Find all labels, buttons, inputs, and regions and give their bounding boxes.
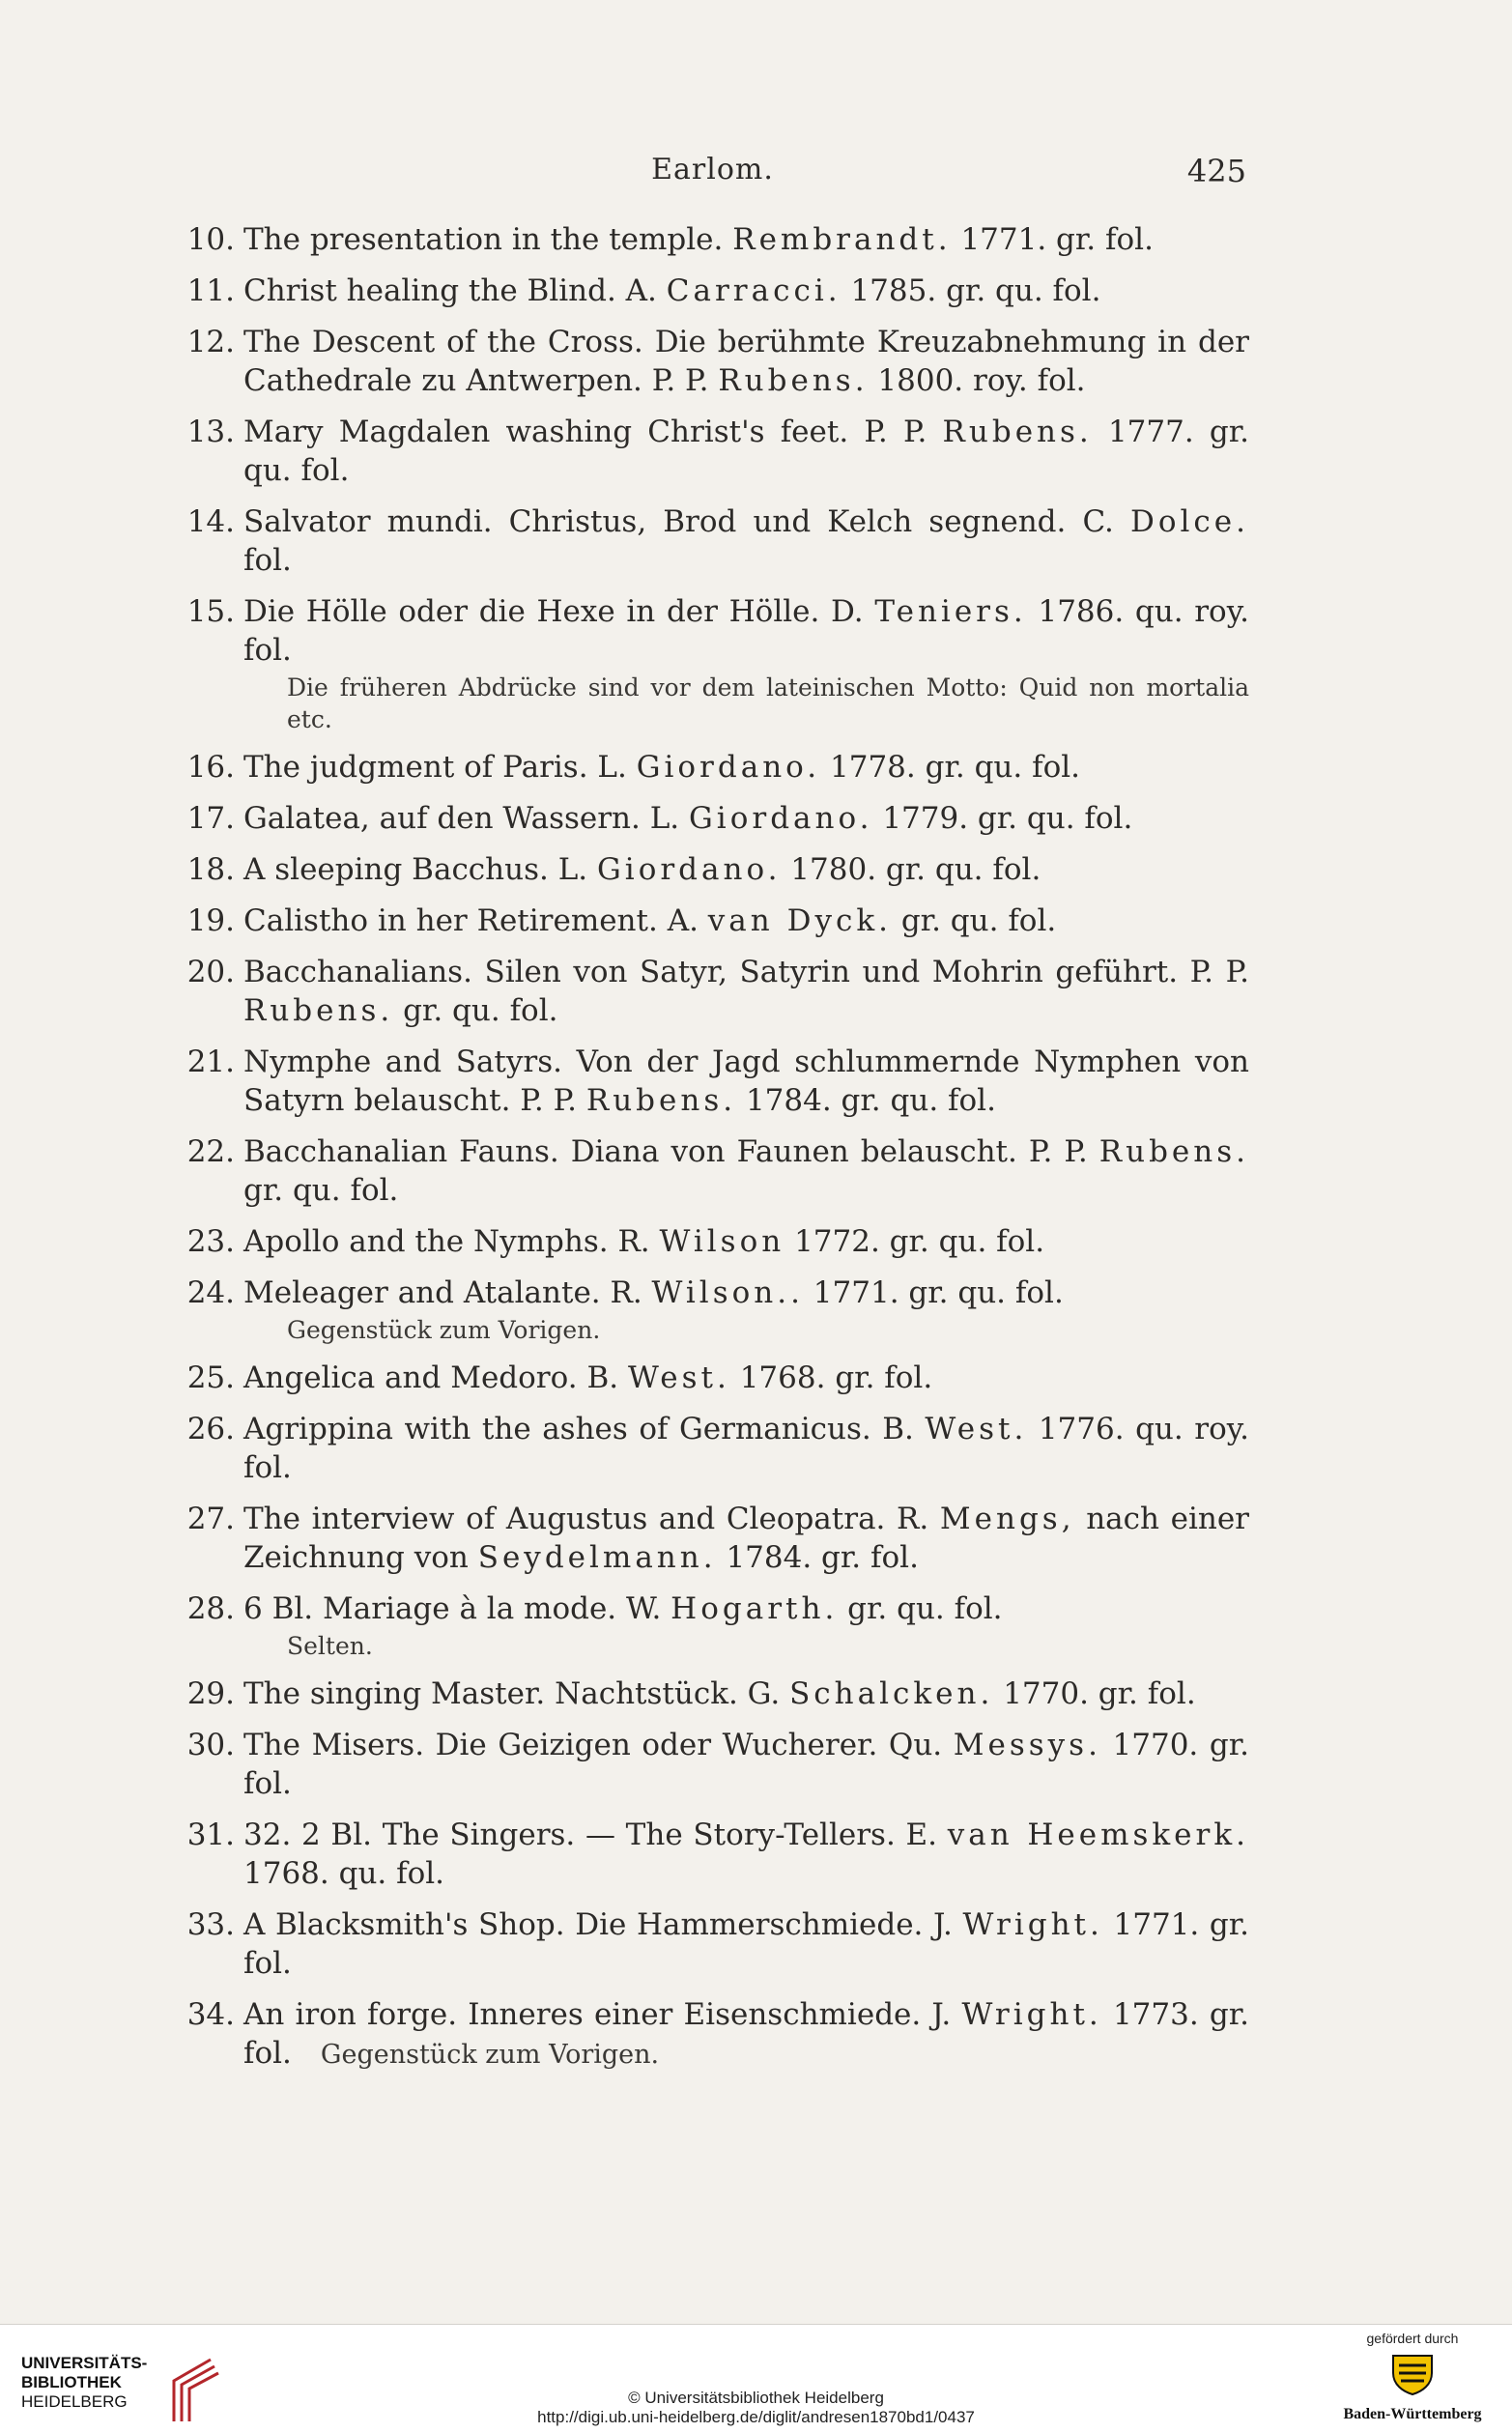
entry-text xyxy=(243,1591,1003,1626)
catalog-entry xyxy=(179,1905,1249,1983)
entry-number: 12. xyxy=(186,325,235,359)
catalog-entry xyxy=(179,1410,1249,1487)
entry-number: 15. xyxy=(186,594,235,629)
artist-name: Rubens. xyxy=(942,415,1093,449)
entry-text-segment: Agrippina with the ashes of Germanicus. B. xyxy=(243,1412,926,1446)
entry-text-segment: 1779. gr. qu. fol. xyxy=(872,801,1133,836)
entry-text-segment: Angelica and Medoro. B. xyxy=(243,1360,628,1395)
catalog-entry xyxy=(179,1674,1249,1713)
entry-number: 25. xyxy=(186,1360,235,1395)
catalog-entry xyxy=(179,413,1249,490)
entry-text-segment: Salvator mundi. Christus, Brod und Kelch segnend. C. xyxy=(243,504,1130,539)
entry-text xyxy=(243,1134,1249,1208)
entry-number: 16. xyxy=(186,750,235,785)
entry-text xyxy=(243,1360,932,1395)
entry-text xyxy=(243,955,1249,1028)
artist-name: Giordano. xyxy=(597,852,782,887)
entry-number: 26. xyxy=(186,1412,235,1446)
artist-name: Carracci. xyxy=(666,273,842,308)
funder-name: Baden-Württemberg xyxy=(1343,2406,1482,2422)
entry-text-segment: 1784. gr. qu. fol. xyxy=(736,1083,996,1118)
permalink[interactable]: http://digi.ub.uni-heidelberg.de/diglit/andresen1870bd1/0437 xyxy=(537,2408,975,2426)
entry-text-segment: 32. 2 Bl. The Singers. — The Story-Tellers. E. xyxy=(243,1818,948,1852)
catalog-entry xyxy=(179,220,1249,259)
entry-text-segment: Nymphe and Satyrs. Von der Jagd schlummernde Nymphen von Satyrn belauscht. P. P. xyxy=(243,1045,1249,1118)
artist-name: Messys. xyxy=(953,1728,1101,1762)
coat-of-arms-icon xyxy=(1387,2352,1438,2396)
entry-text xyxy=(243,504,1249,578)
entry-number: 30. xyxy=(186,1728,235,1762)
entry-text-segment: The singing Master. Nachtstück. G. xyxy=(243,1676,790,1711)
catalog-entry xyxy=(179,1359,1249,1397)
catalog-entry xyxy=(179,850,1249,889)
copyright-text: © Universitätsbibliothek Heidelberg xyxy=(628,2389,884,2407)
entry-note: Selten. xyxy=(287,1632,373,1660)
entry-text xyxy=(243,1676,1196,1711)
entry-note: Gegenstück zum Vorigen. xyxy=(287,1316,601,1344)
artist-name: Wilson.. xyxy=(651,1275,804,1310)
artist-name: West. xyxy=(627,1360,730,1395)
entry-text-segment: Bacchanalian Fauns. Diana von Faunen belauscht. P. P. xyxy=(243,1134,1099,1169)
entry-text-segment: 1770. gr. fol. xyxy=(243,1728,1249,1801)
catalog-entry xyxy=(179,272,1249,310)
entry-text-segment: The judgment of Paris. L. xyxy=(243,750,637,785)
entry-text xyxy=(243,222,1154,257)
catalog-entry xyxy=(179,1816,1249,1893)
funded-label: gefördert durch xyxy=(1366,2331,1459,2346)
entry-text-segment: Christ healing the Blind. A. xyxy=(243,273,667,308)
footer-bar xyxy=(0,2324,1512,2433)
artist-name: Mengs, xyxy=(939,1502,1075,1536)
entry-text-segment: A Blacksmith's Shop. Die Hammerschmiede. J. xyxy=(243,1907,963,1942)
entry-text-segment: 1800. roy. fol. xyxy=(868,363,1086,398)
entry-text-segment: Die Hölle oder die Hexe in der Hölle. D. xyxy=(243,594,875,629)
artist-name: van Heemskerk. xyxy=(947,1818,1249,1852)
running-title: Earlom. xyxy=(651,153,774,186)
artist-name: Rubens. xyxy=(243,993,394,1028)
entry-text-segment: 6 Bl. Mariage à la mode. W. xyxy=(243,1591,671,1626)
entry-text-segment: gr. qu. fol. xyxy=(243,1173,399,1208)
artist-name: Rubens. xyxy=(718,363,869,398)
entry-number: 24. xyxy=(186,1275,235,1310)
artist-name: Giordano. xyxy=(689,801,873,836)
entry-number: 34. xyxy=(186,1997,235,2032)
entry-number: 13. xyxy=(186,415,235,449)
entry-text xyxy=(243,1412,1249,1485)
artist-name: Wright. xyxy=(962,1907,1103,1942)
catalog-entry xyxy=(179,902,1249,940)
entry-number: 27. xyxy=(186,1502,235,1536)
entry-text xyxy=(243,1728,1249,1801)
entry-note: Die früheren Abdrücke sind vor dem lateinischen Motto: Quid non mortalia etc. xyxy=(287,673,1249,733)
artist-name: Wright. xyxy=(961,1997,1102,2032)
entry-number: 10. xyxy=(186,222,235,257)
artist-name: West. xyxy=(925,1412,1028,1446)
entry-text-segment: Bacchanalians. Silen von Satyr, Satyrin und Mohrin geführt. P. P. xyxy=(243,955,1249,989)
entry-text-segment: 1776. qu. roy. fol. xyxy=(243,1412,1249,1485)
catalog-entry xyxy=(179,1995,1249,2073)
entry-number: 29. xyxy=(186,1676,235,1711)
entry-text xyxy=(243,325,1249,398)
entry-text xyxy=(243,903,1056,938)
catalog-entry xyxy=(179,1726,1249,1803)
library-name: UNIVERSITÄTS- BIBLIOTHEK HEIDELBERG xyxy=(21,2354,148,2411)
entry-text-segment: 1786. qu. roy. fol. xyxy=(243,594,1249,668)
entry-text-segment: An iron forge. Inneres einer Eisenschmiede. J. xyxy=(243,1997,962,2032)
catalog-entry xyxy=(179,953,1249,1030)
catalog-entry xyxy=(179,1132,1249,1210)
entry-number: 17. xyxy=(186,801,235,836)
entry-text-segment: 1768. gr. fol. xyxy=(729,1360,933,1395)
entry-text xyxy=(243,1224,1044,1259)
artist-name: Rembrandt. xyxy=(732,222,952,257)
entry-number: 21. xyxy=(186,1045,235,1079)
entry-text-segment: 1778. gr. qu. fol. xyxy=(820,750,1080,785)
entry-number: 19. xyxy=(186,903,235,938)
entry-text-segment: 1771. gr. qu. fol. xyxy=(803,1275,1064,1310)
entry-text-segment: The Descent of the Cross. Die berühmte Kreuzabnehmung in der Cathedrale zu Antwerpen. P. P. xyxy=(243,325,1249,398)
entry-number: 33. xyxy=(186,1907,235,1942)
artist-name: Giordano. xyxy=(636,750,821,785)
catalog-entry xyxy=(179,592,1249,735)
entry-text xyxy=(243,273,1100,308)
catalog-entry xyxy=(179,748,1249,787)
entry-text-segment: 1785. gr. qu. fol. xyxy=(841,273,1101,308)
entry-text-segment: 1772. gr. qu. fol. xyxy=(785,1224,1045,1259)
entry-text-segment: A sleeping Bacchus. L. xyxy=(243,852,598,887)
copyright-block xyxy=(0,2389,1512,2427)
entry-number: 18. xyxy=(186,852,235,887)
artist-name: Rubens. xyxy=(1098,1134,1249,1169)
entry-text-segment: 1771. gr. fol. xyxy=(951,222,1154,257)
catalog-entry xyxy=(179,1043,1249,1120)
entry-text-segment: Mary Magdalen washing Christ's feet. P. P. xyxy=(243,415,943,449)
entry-text-segment: Apollo and the Nymphs. R. xyxy=(243,1224,660,1259)
catalog-entry xyxy=(179,1500,1249,1577)
entry-number: 28. xyxy=(186,1591,235,1626)
entry-text-segment: 1773. gr. fol. xyxy=(243,1997,1249,2071)
artist-name: Wilson xyxy=(659,1224,785,1259)
artist-name: Seydelmann. xyxy=(477,1540,717,1575)
entry-text xyxy=(243,1907,1249,1981)
entry-text-segment: Meleager and Atalante. R. xyxy=(243,1275,652,1310)
entry-text xyxy=(243,415,1249,488)
catalog-entry xyxy=(179,323,1249,400)
catalog-entries xyxy=(179,220,1249,2085)
entry-text-segment: 1780. gr. qu. fol. xyxy=(781,852,1041,887)
entry-text-segment: gr. qu. fol. xyxy=(393,993,558,1028)
entry-number: 14. xyxy=(186,504,235,539)
catalog-entry xyxy=(179,1589,1249,1662)
entry-text xyxy=(243,1045,1249,1118)
artist-name: Schalcken. xyxy=(789,1676,994,1711)
artist-name: Hogarth. xyxy=(670,1591,839,1626)
page-header xyxy=(179,153,1246,199)
catalog-entry xyxy=(179,799,1249,838)
entry-text-segment: Galatea, auf den Wassern. L. xyxy=(243,801,690,836)
entry-text-segment: gr. qu. fol. xyxy=(891,903,1057,938)
entry-text xyxy=(243,1818,1249,1891)
entry-text-segment: 1770. gr. fol. xyxy=(993,1676,1196,1711)
entry-note: Gegenstück zum Vorigen. xyxy=(320,2040,660,2070)
entry-text-segment: fol. xyxy=(243,543,292,578)
entry-text-segment: 1768. qu. fol. xyxy=(243,1856,445,1891)
artist-name: van Dyck. xyxy=(707,903,892,938)
artist-name: Rubens. xyxy=(585,1083,737,1118)
entry-text-segment: gr. qu. fol. xyxy=(838,1591,1003,1626)
entry-number: 22. xyxy=(186,1134,235,1169)
entry-text xyxy=(243,1275,1064,1310)
entry-text xyxy=(243,594,1249,668)
catalog-entry xyxy=(179,1274,1249,1346)
entry-text-segment: 1777. gr. qu. fol. xyxy=(243,415,1249,488)
entry-number: 20. xyxy=(186,955,235,989)
catalog-entry xyxy=(179,1222,1249,1261)
artist-name: Dolce. xyxy=(1130,504,1249,539)
entry-text xyxy=(243,801,1132,836)
artist-name: Teniers. xyxy=(874,594,1027,629)
entry-text xyxy=(243,852,1041,887)
entry-text-segment: The Misers. Die Geizigen oder Wucherer. Qu. xyxy=(243,1728,954,1762)
entry-number: 11. xyxy=(186,273,235,308)
catalog-entry xyxy=(179,502,1249,580)
entry-number: 31. xyxy=(186,1818,235,1852)
entry-text-segment: Calistho in her Retirement. A. xyxy=(243,903,708,938)
entry-text-segment: nach einer Zeichnung von xyxy=(243,1502,1250,1575)
page-number: 425 xyxy=(1186,153,1246,189)
entry-text-segment: 1784. gr. fol. xyxy=(716,1540,919,1575)
entry-text xyxy=(243,1502,1249,1575)
funder-block xyxy=(1330,2331,1495,2423)
entry-text-segment: The interview of Augustus and Cleopatra. R. xyxy=(243,1502,940,1536)
entry-text-segment: The presentation in the temple. xyxy=(243,222,733,257)
entry-text-segment: 1771. gr. fol. xyxy=(243,1907,1249,1981)
entry-number: 23. xyxy=(186,1224,235,1259)
entry-text xyxy=(243,750,1080,785)
